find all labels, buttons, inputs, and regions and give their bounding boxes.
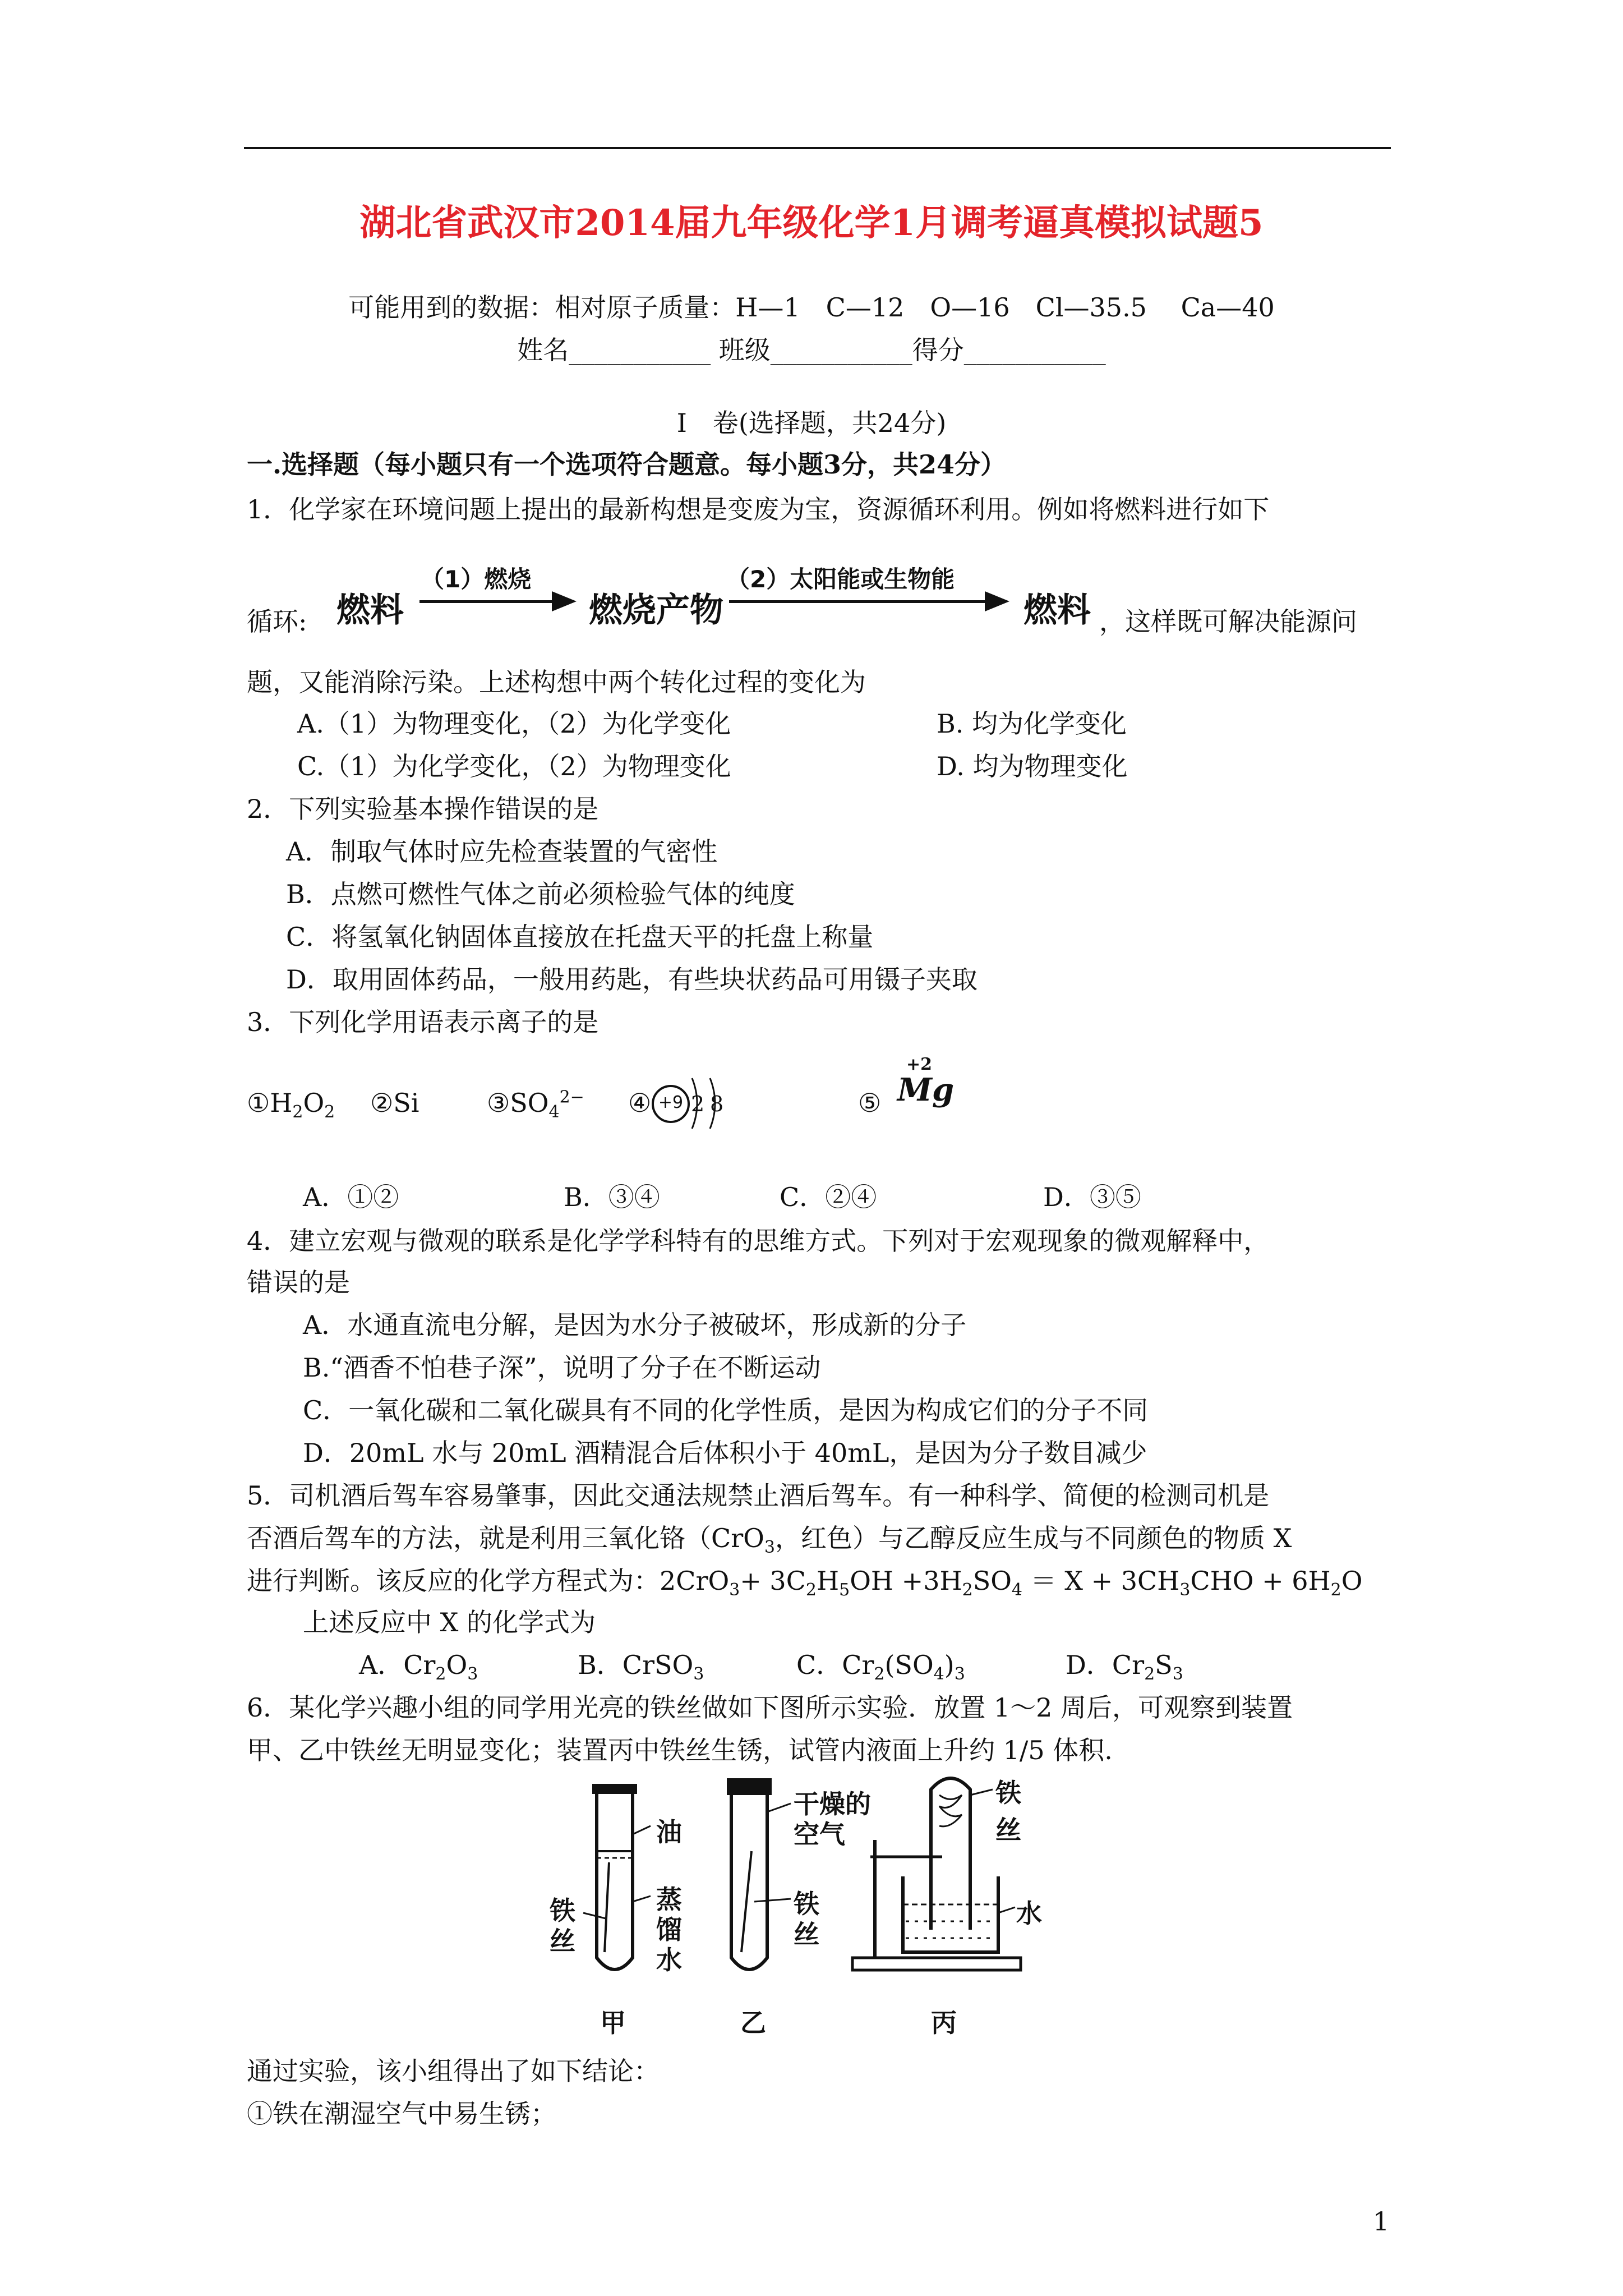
q5-stem: 5．司机酒后驾车容易肇事，因此交通法规禁止酒后驾车。有一种科学、简便的检测司机是	[247, 1480, 1270, 1511]
label-distilled-3: 水	[656, 1945, 682, 1975]
student-info-line: 姓名___________ 班级___________得分___________	[517, 335, 1106, 365]
q1-scheme	[325, 561, 1110, 634]
scheme-arrow-1	[419, 600, 554, 603]
scheme-arrow-2	[729, 600, 987, 603]
q4-stem-2: 错误的是	[247, 1267, 350, 1297]
rusting-experiment-figure	[538, 1773, 1043, 2042]
scheme-fuel-1: 燃料	[336, 591, 404, 630]
scheme-arrow2-label: （2）太阳能或生物能	[726, 565, 955, 593]
q1-stem: 1．化学家在环境问题上提出的最新构想是变废为宝，资源循环利用。例如将燃料进行如下	[247, 494, 1270, 524]
label-iron-wire-yi-1: 铁	[794, 1889, 819, 1919]
section-title: Ⅰ 卷(选择题，共24分)	[676, 408, 947, 438]
shell-2-electrons: 8	[710, 1092, 724, 1116]
q4-option-d: D．20mL 水与 20mL 酒精混合后体积小于 40mL，是因为分子数目减少	[303, 1438, 1147, 1468]
q5-option-b: B．CrSO$_3$	[578, 1650, 704, 1685]
q4-stem: 4．建立宏观与微观的联系是化学学科特有的思维方式。下列对于宏观现象的微观解释中，	[247, 1226, 1270, 1256]
header-rule	[244, 147, 1391, 149]
nucleus-charge: +9	[658, 1093, 684, 1112]
q3-item-1: $①H_2O_2$	[247, 1088, 335, 1122]
q3-option-a: A．①②	[303, 1182, 399, 1212]
q1-prefix: 循环:	[247, 606, 307, 637]
label-apparatus-yi: 乙	[740, 2008, 766, 2038]
q5-option-c: C．$Cr_2(SO_4)_3$	[796, 1650, 965, 1685]
label-dry-air-2: 空气	[794, 1819, 845, 1849]
q1-option-a: A.（1）为物理变化，（2）为化学变化	[297, 708, 731, 739]
q5-equation: 进行判断。该反应的化学方程式为：$2CrO_3+ 3C_2H_5OH +3H_2SO_4 = X + 3CH_3CHO + 6H_2O$	[247, 1566, 1363, 1600]
scheme-fuel-2: 燃料	[1023, 591, 1091, 630]
q5-stem-4: 上述反应中 X 的化学式为	[303, 1607, 596, 1637]
label-distilled-1: 蒸	[656, 1884, 682, 1915]
label-iron-wire-jia-1: 铁	[550, 1895, 575, 1926]
mg-symbol: Mg	[897, 1071, 955, 1108]
label-iron-wire-bing: 铁丝	[995, 1778, 1021, 1845]
q5-option-a: A．$Cr_2O_3$	[359, 1650, 478, 1685]
experiment-apparatus-drawing	[538, 1773, 1043, 2042]
q2-stem: 2．下列实验基本操作错误的是	[247, 794, 599, 824]
q6-stem-2: 甲、乙中铁丝无明显变化；装置丙中铁丝生锈，试管内液面上升约 1/5 体积.	[247, 1735, 1113, 1765]
label-iron-wire-yi-2: 丝	[794, 1919, 819, 1949]
q3-item-4-label: ④	[628, 1088, 652, 1118]
q6-stem: 6．某化学兴趣小组的同学用光亮的铁丝做如下图所示实验．放置 1～2 周后，可观察到装置	[247, 1692, 1293, 1723]
q5-option-d: D．$Cr_2S_3$	[1066, 1650, 1183, 1685]
label-apparatus-jia: 甲	[600, 2008, 626, 2038]
q1-option-b: B. 均为化学变化	[937, 708, 1127, 739]
q4-option-c: C．一氧化碳和二氧化碳具有不同的化学性质，是因为构成它们的分子不同	[303, 1395, 1149, 1425]
scheme-arrowhead-2	[985, 591, 1009, 611]
q6-conclusion-intro: 通过实验，该小组得出了如下结论：	[247, 2056, 660, 2086]
q4-option-b: B.“酒香不怕巷子深”，说明了分子在不断运动	[303, 1352, 821, 1383]
page-title: 湖北省武汉市2014届九年级化学1月调考逼真模拟试题5	[359, 202, 1264, 244]
q3-item-3: $③SO_4^{2-}$	[487, 1087, 584, 1122]
atomic-mass-data: 可能用到的数据：相对原子质量：H—1 C—12 O—16 Cl—35.5 Ca—40	[348, 292, 1275, 323]
scheme-arrowhead-1	[552, 591, 577, 611]
q2-option-d: D．取用固体药品，一般用药匙，有些块状药品可用镊子夹取	[286, 964, 978, 995]
scheme-combustion-products: 燃烧产物	[589, 591, 723, 630]
q1-suffix: ，这样既可解决能源问	[1099, 606, 1357, 637]
q3-item-5-label: ⑤	[858, 1088, 882, 1118]
q2-option-a: A．制取气体时应先检查装置的气密性	[286, 836, 718, 867]
shell-1-electrons: 2	[691, 1092, 705, 1116]
label-distilled-2: 馏	[656, 1915, 682, 1945]
label-oil: 油	[656, 1817, 682, 1847]
q5-stem-2: 否酒后驾车的方法，就是利用三氧化铬（CrO$_3$，红色）与乙醇反应生成与不同颜色的物质 X	[247, 1523, 1292, 1558]
page-number: 1	[1373, 2206, 1390, 2237]
scheme-arrow1-label: （1）燃烧	[421, 565, 532, 593]
q3-option-b: B．③④	[564, 1182, 660, 1212]
label-apparatus-bing: 丙	[931, 2008, 957, 2038]
part-title: 一.选择题（每小题只有一个选项符合题意。每小题3分，共24分）	[247, 449, 1007, 480]
q2-option-c: C．将氢氧化钠固体直接放在托盘天平的托盘上称量	[286, 922, 874, 952]
q3-option-d: D．③⑤	[1043, 1182, 1141, 1212]
q1-stem-2: 题，又能消除污染。上述构想中两个转化过程的变化为	[247, 667, 866, 697]
q4-option-a: A．水通直流电分解，是因为水分子被破坏，形成新的分子	[303, 1310, 967, 1340]
q1-option-c: C.（1）为化学变化，（2）为物理变化	[297, 751, 731, 781]
mg-valence: +2	[906, 1055, 933, 1074]
atom-structure-diagram	[652, 1073, 730, 1134]
label-iron-wire-jia-2: 丝	[550, 1926, 575, 1956]
q6-conclusion-1: ①铁在潮湿空气中易生锈；	[247, 2099, 556, 2129]
label-dry-air-1: 干燥的	[794, 1789, 871, 1819]
q3-option-c: C．②④	[780, 1182, 877, 1212]
q3-stem: 3．下列化学用语表示离子的是	[247, 1007, 599, 1037]
label-water: 水	[1016, 1898, 1042, 1929]
q2-option-b: B．点燃可燃性气体之前必须检验气体的纯度	[286, 879, 795, 909]
q3-item-2: ②Si	[370, 1088, 419, 1118]
q1-option-d: D. 均为物理变化	[937, 751, 1128, 781]
